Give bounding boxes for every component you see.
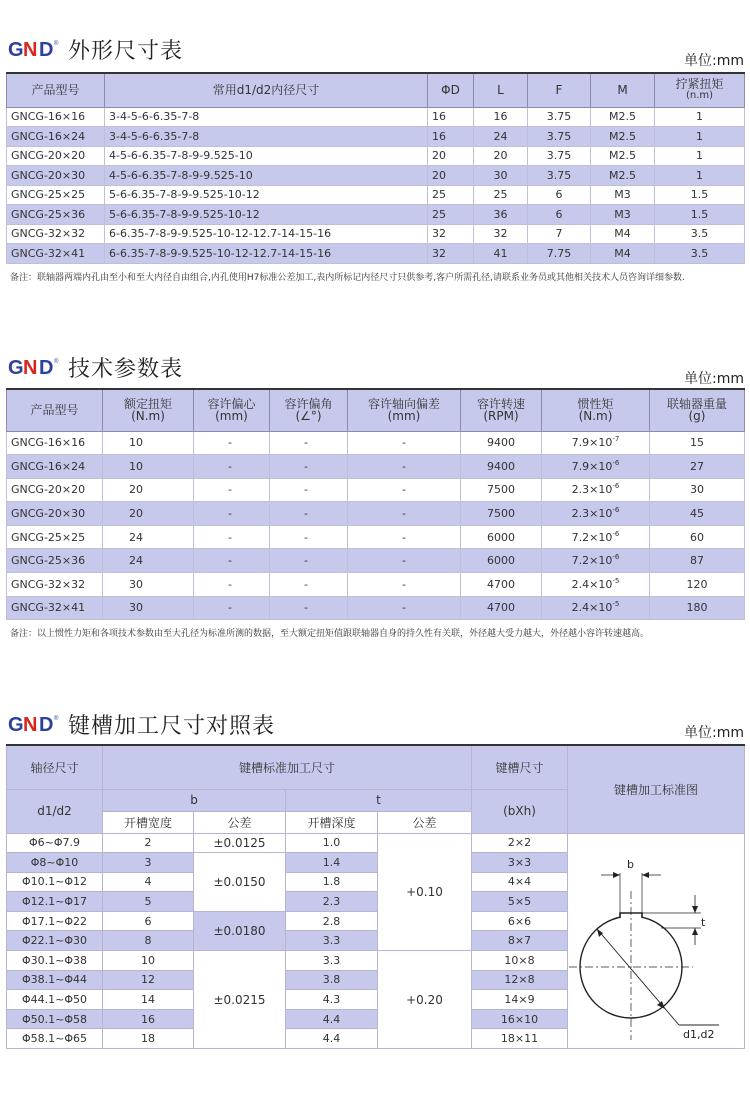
cell-model: GNCG-32×41	[7, 244, 105, 264]
cell-tol-b: ±0.0125	[194, 833, 286, 853]
cell-model: GNCG-32×32	[7, 224, 105, 244]
cell-torque: 1	[655, 107, 745, 127]
cell-slot-width: 4	[103, 872, 194, 892]
header-angle-label: 容许偏角	[284, 397, 333, 412]
cell-angle: -	[270, 455, 348, 479]
table-row	[7, 478, 745, 502]
cell-key-size: 16×10	[472, 1009, 568, 1029]
cell-f: 6	[528, 205, 591, 225]
cell-m: M4	[591, 224, 655, 244]
cell-speed: 6000	[461, 525, 542, 549]
cell-axial: -	[348, 478, 461, 502]
cell-slot-width: 3	[103, 853, 194, 873]
header-tol-b: 公差	[194, 811, 286, 833]
cell-od: 32	[428, 244, 474, 264]
cell-slot-width: 10	[103, 951, 194, 971]
header-width: 开槽宽度	[103, 811, 194, 833]
cell-inertia	[542, 455, 650, 479]
cell-slot-width: 14	[103, 990, 194, 1010]
cell-key-size: 3×3	[472, 853, 568, 873]
header-angle-unit: (∠°)	[295, 409, 322, 424]
cell-rated-torque: 30	[103, 573, 194, 597]
cell-f: 3.75	[528, 127, 591, 147]
unit-label: 单位:mm	[684, 371, 744, 387]
cell-m: M4	[591, 244, 655, 264]
table-row	[7, 596, 745, 620]
cell-slot-depth: 4.4	[286, 1029, 378, 1049]
header-speed-label: 容许转速	[476, 397, 525, 412]
label-t: t	[701, 916, 706, 929]
cell-shaft-range: Φ10.1~Φ12	[7, 872, 103, 892]
header-m: M	[591, 73, 655, 107]
cell-weight: 45	[650, 502, 745, 526]
header-weight-label: 联轴器重量	[666, 397, 727, 412]
section-title-row	[8, 709, 275, 739]
svg-text:D: D	[39, 714, 54, 735]
cell-model: GNCG-25×36	[7, 549, 103, 573]
table-row	[7, 502, 745, 526]
cell-axial: -	[348, 525, 461, 549]
cell-od: 20	[428, 146, 474, 166]
header-d: d1/d2	[7, 789, 103, 833]
svg-text:®: ®	[54, 359, 59, 365]
cell-tol-t: +0.20	[378, 951, 472, 1049]
cell-length: 24	[474, 127, 528, 147]
cell-axial: -	[348, 596, 461, 620]
cell-inertia	[542, 478, 650, 502]
unit-label: 单位:mm	[684, 725, 744, 741]
cell-shaft-range: Φ38.1~Φ44	[7, 970, 103, 990]
header-eccentric-label: 容许偏心	[207, 397, 256, 412]
table-row	[7, 525, 745, 549]
cell-eccentric: -	[194, 549, 270, 573]
cell-weight: 15	[650, 431, 745, 455]
cell-f: 7	[528, 224, 591, 244]
section-title: 外形尺寸表	[68, 38, 184, 64]
cell-key-size: 10×8	[472, 951, 568, 971]
cell-model: GNCG-20×30	[7, 166, 105, 186]
header-bxh: (bXh)	[472, 789, 568, 833]
label-d: d1,d2	[683, 1028, 715, 1041]
inertia-base: 2.4×10	[571, 577, 613, 591]
cell-slot-width: 2	[103, 833, 194, 853]
cell-inertia	[542, 431, 650, 455]
svg-text:®: ®	[54, 716, 59, 722]
header-t: t	[286, 789, 472, 811]
cell-angle: -	[270, 478, 348, 502]
header-length: L	[474, 73, 528, 107]
cell-bore-sizes: 5-6-6.35-7-8-9-9.525-10-12	[105, 185, 428, 205]
cell-od: 25	[428, 205, 474, 225]
cell-f: 6	[528, 185, 591, 205]
keyway-diagram	[561, 855, 738, 1075]
cell-weight: 180	[650, 596, 745, 620]
cell-model: GNCG-20×20	[7, 478, 103, 502]
cell-slot-width: 5	[103, 892, 194, 912]
cell-shaft-range: Φ30.1~Φ38	[7, 951, 103, 971]
header-rated-torque-unit: (N.m)	[131, 409, 165, 424]
header-keyway-std: 键槽标准加工尺寸	[103, 745, 472, 789]
cell-eccentric: -	[194, 502, 270, 526]
header-inertia-label: 惯性矩	[577, 397, 614, 412]
svg-text:N: N	[23, 714, 38, 735]
cell-length: 32	[474, 224, 528, 244]
cell-inertia	[542, 596, 650, 620]
cell-axial: -	[348, 455, 461, 479]
gnd-logo	[8, 712, 62, 736]
cell-axial: -	[348, 549, 461, 573]
cell-weight: 60	[650, 525, 745, 549]
cell-model: GNCG-16×24	[7, 455, 103, 479]
cell-bore-sizes: 3-4-5-6-6.35-7-8	[105, 127, 428, 147]
cell-f: 3.75	[528, 107, 591, 127]
inertia-base: 2.4×10	[571, 601, 613, 615]
svg-text:G: G	[8, 39, 24, 60]
cell-bore-sizes: 6-6.35-7-8-9-9.525-10-12-12.7-14-15-16	[105, 224, 428, 244]
cell-od: 16	[428, 127, 474, 147]
svg-text:N: N	[23, 39, 38, 60]
cell-slot-depth: 1.0	[286, 833, 378, 853]
cell-od: 25	[428, 185, 474, 205]
cell-rated-torque: 30	[103, 596, 194, 620]
cell-eccentric: -	[194, 455, 270, 479]
cell-slot-depth: 1.8	[286, 872, 378, 892]
cell-model: GNCG-20×20	[7, 146, 105, 166]
header-od: ΦD	[428, 73, 474, 107]
svg-text:®: ®	[54, 41, 59, 47]
diameter-leader	[597, 929, 679, 1025]
cell-slot-width: 16	[103, 1009, 194, 1029]
cell-shaft-range: Φ12.1~Φ17	[7, 892, 103, 912]
header-rated-torque	[103, 389, 194, 431]
cell-slot-depth: 1.4	[286, 853, 378, 873]
cell-angle: -	[270, 431, 348, 455]
header-b: b	[103, 789, 286, 811]
inertia-exponent: -7	[612, 435, 620, 444]
inertia-exponent: -6	[612, 482, 620, 491]
cell-weight: 27	[650, 455, 745, 479]
header-model-label: 产品型号	[30, 403, 79, 418]
cell-model: GNCG-32×32	[7, 573, 103, 597]
table-row	[7, 549, 745, 573]
dimensions-table	[6, 72, 745, 264]
table-row	[7, 166, 745, 186]
cell-tol-t: +0.10	[378, 833, 472, 951]
table-row	[7, 205, 745, 225]
cell-m: M2.5	[591, 107, 655, 127]
svg-text:D: D	[39, 357, 54, 378]
svg-text:N: N	[23, 357, 38, 378]
cell-inertia	[542, 502, 650, 526]
cell-model: GNCG-32×41	[7, 596, 103, 620]
header-weight	[650, 389, 745, 431]
header-axial-label: 容许轴向偏差	[367, 397, 440, 412]
svg-text:D: D	[39, 39, 54, 60]
section-title: 键槽加工尺寸对照表	[68, 713, 276, 739]
header-angle	[270, 389, 348, 431]
cell-length: 30	[474, 166, 528, 186]
cell-torque: 1	[655, 127, 745, 147]
cell-shaft-range: Φ50.1~Φ58	[7, 1009, 103, 1029]
section-title-row	[8, 352, 183, 382]
cell-torque: 1	[655, 166, 745, 186]
table-row	[7, 107, 745, 127]
cell-speed: 6000	[461, 549, 542, 573]
inertia-base: 7.2×10	[571, 554, 613, 568]
header-axial-unit: (mm)	[387, 409, 421, 424]
header-keyway-size: 键槽尺寸	[472, 745, 568, 789]
cell-inertia	[542, 549, 650, 573]
cell-rated-torque: 20	[103, 502, 194, 526]
cell-od: 20	[428, 166, 474, 186]
header-axial	[348, 389, 461, 431]
cell-torque: 3.5	[655, 224, 745, 244]
cell-model: GNCG-16×24	[7, 127, 105, 147]
inertia-base: 2.3×10	[571, 483, 613, 497]
cell-inertia	[542, 525, 650, 549]
header-torque	[655, 73, 745, 107]
table-row	[7, 431, 745, 455]
header-shaft: 轴径尺寸	[7, 745, 103, 789]
cell-key-size: 2×2	[472, 833, 568, 853]
cell-speed: 4700	[461, 573, 542, 597]
cell-axial: -	[348, 573, 461, 597]
inertia-exponent: -6	[612, 553, 620, 562]
cell-length: 25	[474, 185, 528, 205]
header-speed-unit: (RPM)	[483, 409, 519, 424]
cell-slot-depth: 2.8	[286, 911, 378, 931]
header-eccentric	[194, 389, 270, 431]
inertia-base: 7.9×10	[571, 459, 613, 473]
cell-eccentric: -	[194, 596, 270, 620]
cell-tol-b: ±0.0150	[194, 853, 286, 912]
table-row	[7, 185, 745, 205]
cell-m: M3	[591, 205, 655, 225]
cell-tol-b: ±0.0215	[194, 951, 286, 1049]
cell-bore-sizes: 6-6.35-7-8-9-9.525-10-12-12.7-14-15-16	[105, 244, 428, 264]
cell-model: GNCG-16×16	[7, 431, 103, 455]
cell-eccentric: -	[194, 573, 270, 597]
inertia-exponent: -5	[612, 600, 620, 609]
cell-rated-torque: 20	[103, 478, 194, 502]
cell-shaft-range: Φ8~Φ10	[7, 853, 103, 873]
technical-table	[6, 388, 745, 620]
table-row	[7, 127, 745, 147]
cell-axial: -	[348, 431, 461, 455]
cell-model: GNCG-25×25	[7, 185, 105, 205]
cell-weight: 87	[650, 549, 745, 573]
header-torque-label: 拧紧扭矩	[675, 77, 724, 92]
cell-m: M3	[591, 185, 655, 205]
header-inertia	[542, 389, 650, 431]
cell-axial: -	[348, 502, 461, 526]
cell-bore-sizes: 4-5-6-6.35-7-8-9-9.525-10	[105, 146, 428, 166]
cell-model: GNCG-25×25	[7, 525, 103, 549]
header-eccentric-unit: (mm)	[215, 409, 248, 424]
svg-text:G: G	[8, 357, 24, 378]
cell-rated-torque: 10	[103, 431, 194, 455]
cell-tol-b: ±0.0180	[194, 911, 286, 950]
section-title-row	[8, 34, 183, 64]
cell-angle: -	[270, 549, 348, 573]
cell-slot-depth: 4.4	[286, 1009, 378, 1029]
cell-slot-width: 12	[103, 970, 194, 990]
cell-model: GNCG-16×16	[7, 107, 105, 127]
header-weight-unit: (g)	[688, 409, 706, 424]
inertia-exponent: -6	[612, 506, 620, 515]
inertia-exponent: -6	[612, 458, 620, 467]
svg-text:G: G	[8, 714, 24, 735]
header-tol-t: 公差	[378, 811, 472, 833]
label-b: b	[627, 858, 634, 871]
header-diagram: 键槽加工标准图	[568, 745, 745, 833]
cell-angle: -	[270, 573, 348, 597]
header-inertia-unit: (N.m)	[578, 409, 613, 424]
cell-m: M2.5	[591, 166, 655, 186]
table-row	[7, 833, 745, 853]
cell-speed: 9400	[461, 455, 542, 479]
table-row	[7, 455, 745, 479]
cell-inertia	[542, 573, 650, 597]
cell-angle: -	[270, 502, 348, 526]
cell-key-size: 12×8	[472, 970, 568, 990]
cell-weight: 30	[650, 478, 745, 502]
cell-slot-depth: 4.3	[286, 990, 378, 1010]
cell-length: 16	[474, 107, 528, 127]
cell-length: 20	[474, 146, 528, 166]
cell-bore-sizes: 3-4-5-6-6.35-7-8	[105, 107, 428, 127]
cell-model: GNCG-25×36	[7, 205, 105, 225]
cell-f: 7.75	[528, 244, 591, 264]
header-model	[7, 389, 103, 431]
header-speed	[461, 389, 542, 431]
table-row	[7, 573, 745, 597]
cell-torque: 1.5	[655, 185, 745, 205]
cell-key-size: 5×5	[472, 892, 568, 912]
inertia-base: 7.2×10	[571, 530, 613, 544]
cell-weight: 120	[650, 573, 745, 597]
cell-speed: 7500	[461, 502, 542, 526]
cell-angle: -	[270, 596, 348, 620]
cell-m: M2.5	[591, 146, 655, 166]
table-row	[7, 224, 745, 244]
cell-slot-width: 6	[103, 911, 194, 931]
cell-rated-torque: 24	[103, 549, 194, 573]
cell-shaft-range: Φ22.1~Φ30	[7, 931, 103, 951]
inertia-base: 2.3×10	[571, 507, 613, 521]
cell-od: 32	[428, 224, 474, 244]
inertia-exponent: -6	[612, 529, 620, 538]
cell-shaft-range: Φ44.1~Φ50	[7, 990, 103, 1010]
cell-angle: -	[270, 525, 348, 549]
cell-torque: 3.5	[655, 244, 745, 264]
unit-label: 单位:mm	[684, 53, 744, 69]
cell-speed: 4700	[461, 596, 542, 620]
cell-f: 3.75	[528, 166, 591, 186]
cell-eccentric: -	[194, 478, 270, 502]
cell-slot-depth: 3.3	[286, 931, 378, 951]
header-model: 产品型号	[7, 73, 105, 107]
dimensions-note: 备注：联轴器两端内孔由至小和至大内径自由组合,内孔使用H7标准公差加工,表内所标记内径尺寸只供参考,客户所需孔径,请联系业务员或其他相关技术人员咨询详细参数.	[10, 273, 685, 283]
cell-torque: 1	[655, 146, 745, 166]
cell-m: M2.5	[591, 127, 655, 147]
cell-slot-depth: 3.8	[286, 970, 378, 990]
cell-shaft-range: Φ6~Φ7.9	[7, 833, 103, 853]
cell-eccentric: -	[194, 525, 270, 549]
cell-key-size: 14×9	[472, 990, 568, 1010]
cell-rated-torque: 10	[103, 455, 194, 479]
cell-eccentric: -	[194, 431, 270, 455]
cell-bore-sizes: 5-6-6.35-7-8-9-9.525-10-12	[105, 205, 428, 225]
cell-key-size: 6×6	[472, 911, 568, 931]
cell-model: GNCG-20×30	[7, 502, 103, 526]
cell-speed: 7500	[461, 478, 542, 502]
cell-shaft-range: Φ17.1~Φ22	[7, 911, 103, 931]
cell-rated-torque: 24	[103, 525, 194, 549]
gnd-logo	[8, 37, 62, 61]
table-row	[7, 146, 745, 166]
cell-f: 3.75	[528, 146, 591, 166]
header-depth: 开槽深度	[286, 811, 378, 833]
technical-note: 备注：以上惯性力矩和各项技术参数由至大孔径为标准所测的数据，至大额定扭矩值跟联轴器自身的持久性有关联，外径越大受力越大，外径越小容许转速越高。	[10, 629, 650, 639]
header-torque-unit: (n.m)	[685, 90, 714, 102]
cell-key-size: 8×7	[472, 931, 568, 951]
cell-key-size: 18×11	[472, 1029, 568, 1049]
cell-od: 16	[428, 107, 474, 127]
inertia-exponent: -5	[612, 576, 620, 585]
cell-length: 41	[474, 244, 528, 264]
gnd-logo	[8, 355, 62, 379]
header-f: F	[528, 73, 591, 107]
cell-key-size: 4×4	[472, 872, 568, 892]
cell-length: 36	[474, 205, 528, 225]
inertia-base: 7.9×10	[571, 436, 613, 450]
header-rated-torque-label: 额定扭矩	[123, 397, 172, 412]
cell-slot-width: 18	[103, 1029, 194, 1049]
cell-bore-sizes: 4-5-6-6.35-7-8-9-9.525-10	[105, 166, 428, 186]
cell-speed: 9400	[461, 431, 542, 455]
cell-slot-depth: 3.3	[286, 951, 378, 971]
cell-slot-width: 8	[103, 931, 194, 951]
table-row	[7, 244, 745, 264]
cell-torque: 1.5	[655, 205, 745, 225]
section-title: 技术参数表	[68, 356, 184, 382]
cell-shaft-range: Φ58.1~Φ65	[7, 1029, 103, 1049]
header-bore-sizes: 常用d1/d2内径尺寸	[105, 73, 428, 107]
cell-slot-depth: 2.3	[286, 892, 378, 912]
